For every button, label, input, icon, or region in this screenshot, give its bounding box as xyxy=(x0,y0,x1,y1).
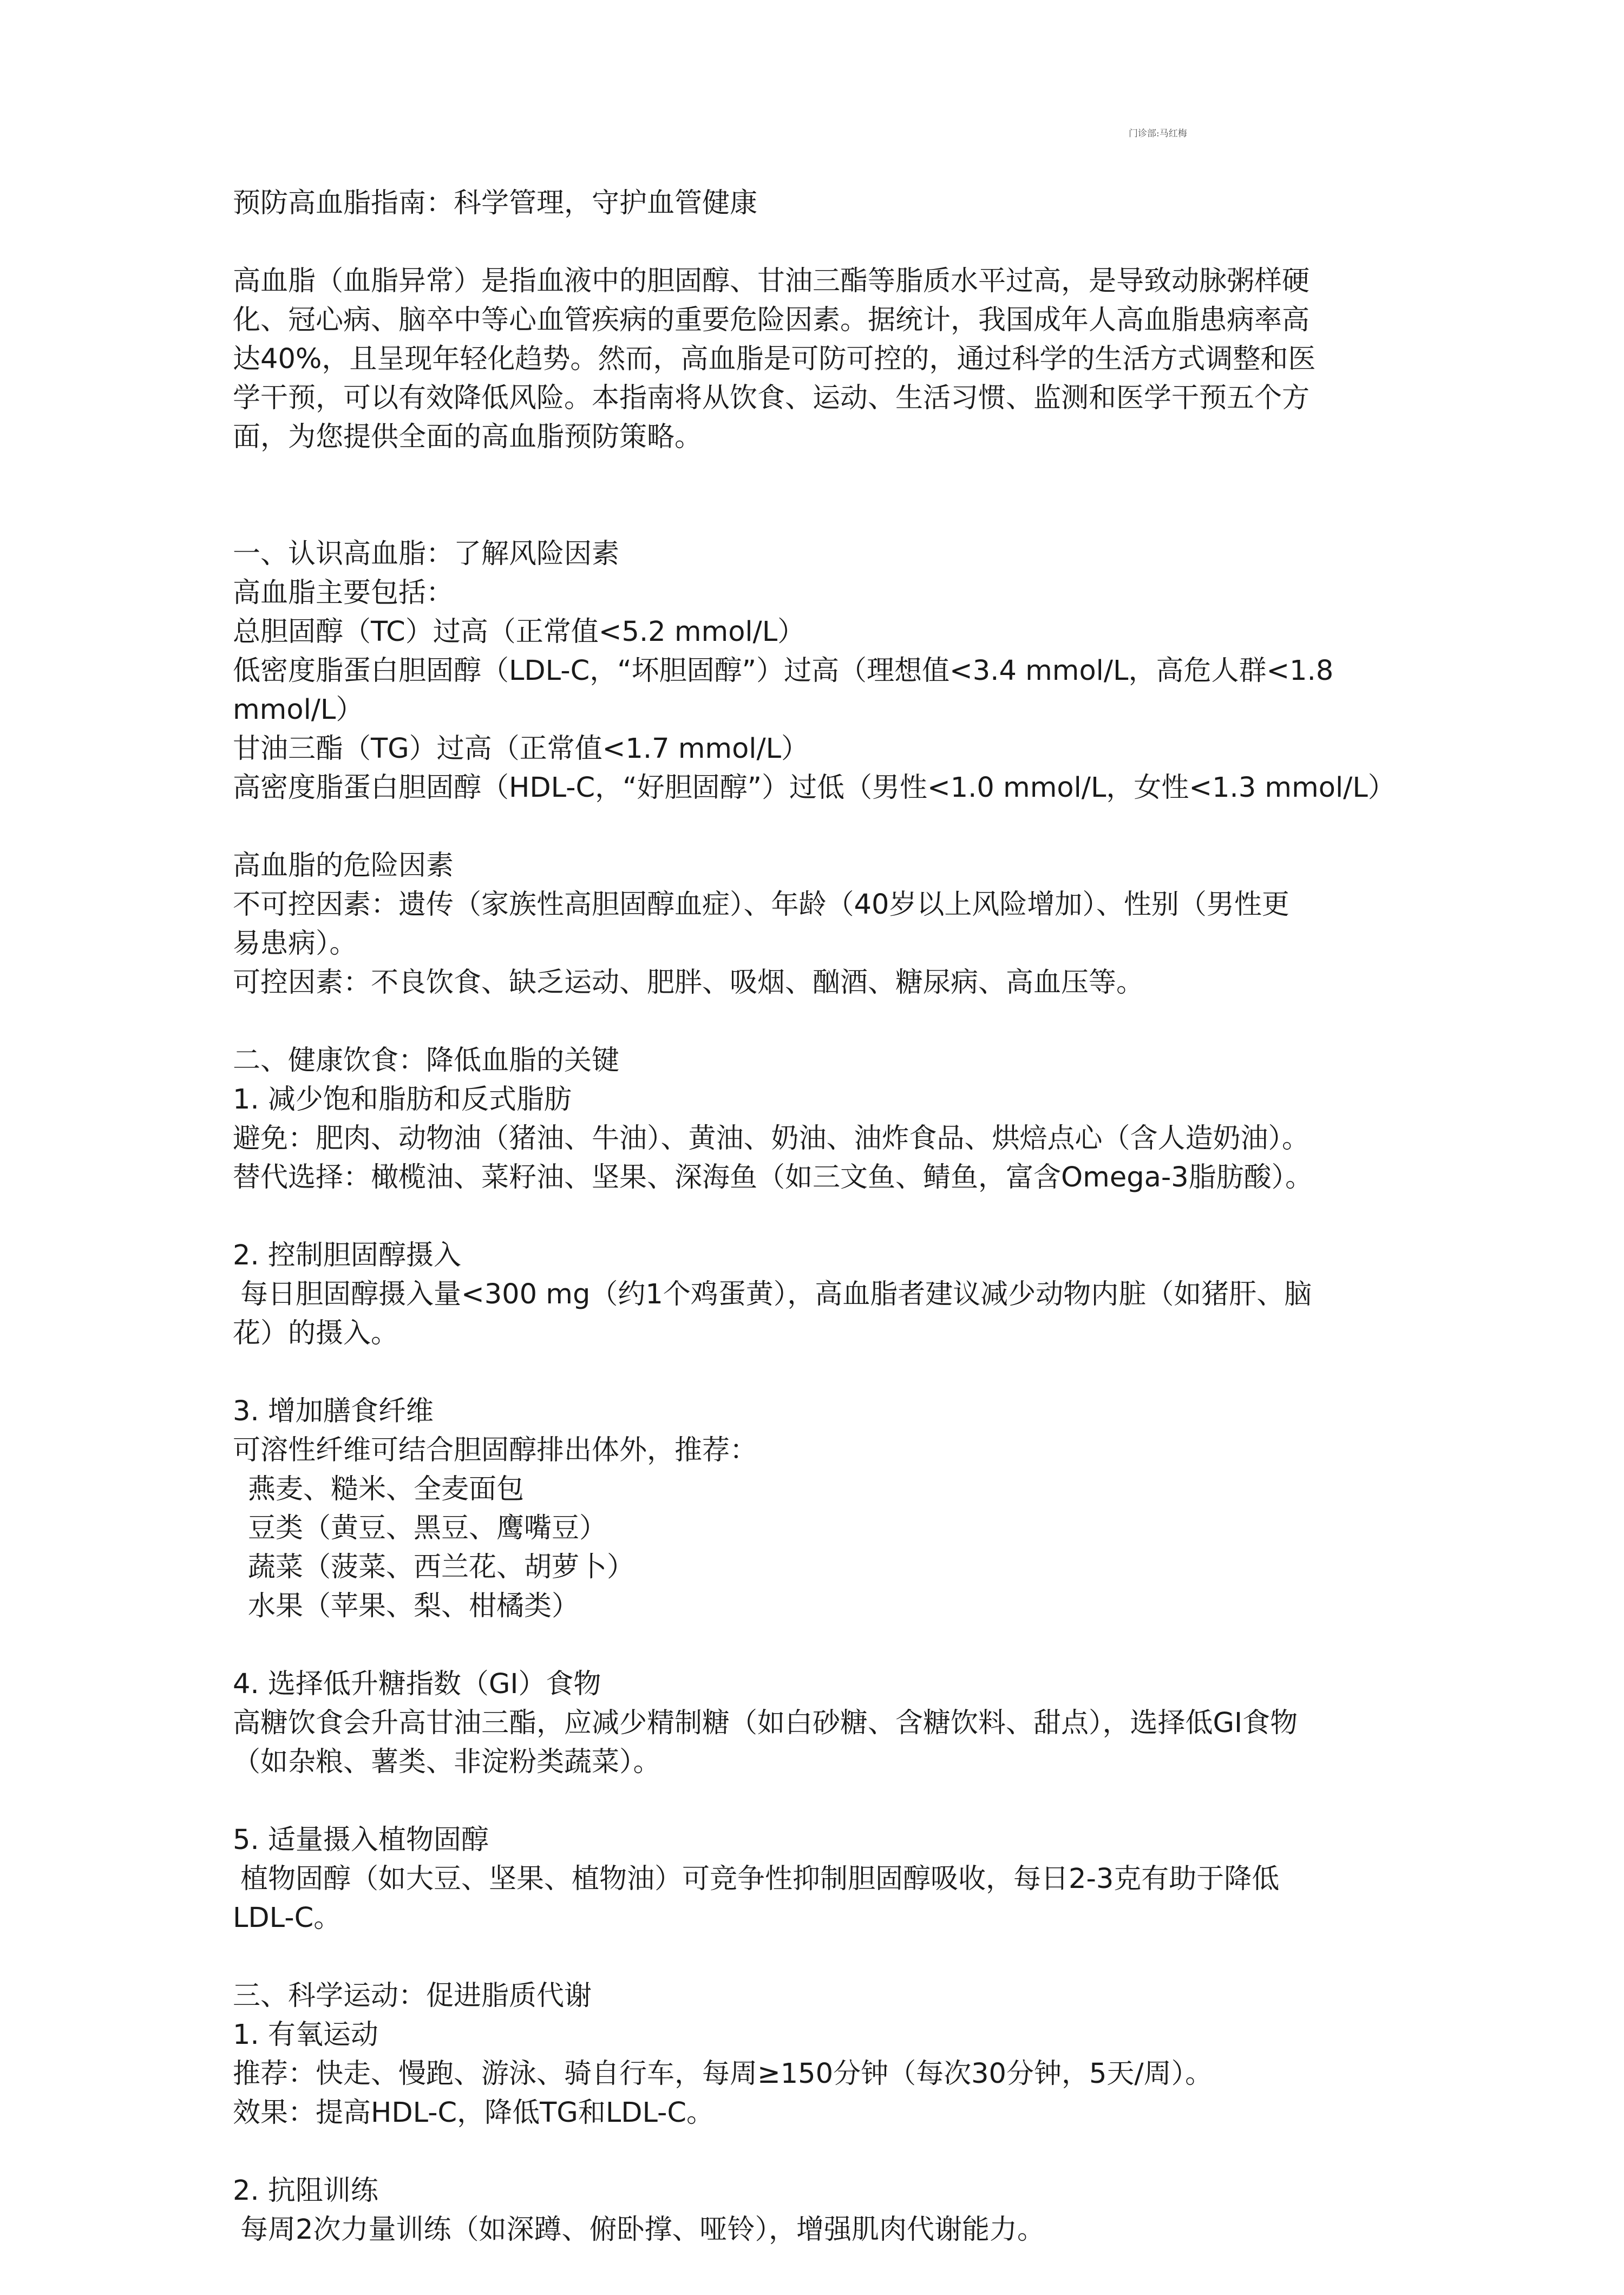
subsection-title: 5. 适量摄入植物固醇 xyxy=(233,1824,489,1856)
body-line: LDL-C。 xyxy=(233,1902,342,1934)
risk-heading: 高血脂的危险因素 xyxy=(233,850,454,882)
list-item: 总胆固醇（TC）过高（正常值<5.2 mmol/L） xyxy=(233,616,806,648)
page-title: 预防高血脂指南：科学管理，守护血管健康 xyxy=(233,187,758,219)
list-item: 水果（苹果、梨、柑橘类） xyxy=(248,1590,580,1622)
list-item: 低密度脂蛋白胆固醇（LDL-C，“坏胆固醇”）过高（理想值<3.4 mmol/L，高危人群<1.8 xyxy=(233,655,1334,687)
list-item: 易患病）。 xyxy=(233,928,357,960)
subsection-title: 4. 选择低升糖指数（GI）食物 xyxy=(233,1668,601,1700)
section-1 xyxy=(233,535,1478,1002)
subsection-title: 2. 控制胆固醇摄入 xyxy=(233,1240,461,1271)
body-line: 效果：提高HDL-C，降低TG和LDL-C。 xyxy=(233,2097,715,2129)
list-item: 高密度脂蛋白胆固醇（HDL-C，“好胆固醇”）过低（男性<1.0 mmol/L，女性<1.3 mmol/L） xyxy=(233,772,1396,804)
body-line: 每日胆固醇摄入量<300 mg（约1个鸡蛋黄），高血脂者建议减少动物内脏（如猪肝、脑 xyxy=(240,1278,1312,1310)
body-line: 可溶性纤维可结合胆固醇排出体外，推荐： xyxy=(233,1434,758,1466)
body-line: 避免：肥肉、动物油（猪油、牛油）、黄油、奶油、油炸食品、烘焙点心（含人造奶油）。 xyxy=(233,1123,1310,1155)
subsection-title: 1. 减少饱和脂肪和反式脂肪 xyxy=(233,1084,572,1116)
intro-line: 达40%，且呈现年轻化趋势。然而，高血脂是可防可控的，通过科学的生活方式调整和医 xyxy=(233,343,1316,375)
list-item: 豆类（黄豆、黑豆、鹰嘴豆） xyxy=(248,1512,607,1544)
intro-paragraph xyxy=(233,262,1478,457)
section-2 xyxy=(233,1041,1478,1938)
body-line: 高糖饮食会升高甘油三酯，应减少精制糖（如白砂糖、含糖饮料、甜点），选择低GI食物 xyxy=(233,1707,1298,1739)
body-line: 花）的摄入。 xyxy=(233,1317,399,1349)
intro-line: 面，为您提供全面的高血脂预防策略。 xyxy=(233,421,703,453)
list-item: 不可控因素：遗传（家族性高胆固醇血症）、年龄（40岁以上风险增加）、性别（男性更 xyxy=(233,889,1289,921)
list-item: mmol/L） xyxy=(233,694,364,726)
body-line: 替代选择：橄榄油、菜籽油、坚果、深海鱼（如三文鱼、鲭鱼，富含Omega-3脂肪酸）。 xyxy=(233,1162,1313,1194)
body-line: 植物固醇（如大豆、坚果、植物油）可竞争性抑制胆固醇吸收，每日2-3克有助于降低 xyxy=(240,1863,1280,1895)
document-body xyxy=(233,184,1478,2250)
intro-line: 化、冠心病、脑卒中等心血管疾病的重要危险因素。据统计，我国成年人高血脂患病率高 xyxy=(233,304,1310,336)
section-heading: 二、健康饮食：降低血脂的关键 xyxy=(233,1045,620,1077)
header-note: 门诊部:马红梅 xyxy=(1129,128,1187,139)
section-3 xyxy=(233,1977,1478,2250)
body-line: （如杂粮、薯类、非淀粉类蔬菜）。 xyxy=(233,1746,661,1778)
section-subheading: 高血脂主要包括： xyxy=(233,577,454,609)
subsection-title: 3. 增加膳食纤维 xyxy=(233,1395,434,1427)
body-line: 每周2次力量训练（如深蹲、俯卧撑、哑铃），增强肌肉代谢能力。 xyxy=(240,2214,1045,2246)
list-item: 甘油三酯（TG）过高（正常值<1.7 mmol/L） xyxy=(233,733,809,765)
body-line: 推荐：快走、慢跑、游泳、骑自行车，每周≥150分钟（每次30分钟，5天/周）。 xyxy=(233,2058,1213,2090)
intro-line: 学干预，可以有效降低风险。本指南将从饮食、运动、生活习惯、监测和医学干预五个方 xyxy=(233,382,1310,414)
subsection-title: 1. 有氧运动 xyxy=(233,2019,378,2051)
subsection-title: 2. 抗阻训练 xyxy=(233,2175,378,2207)
intro-line: 高血脂（血脂异常）是指血液中的胆固醇、甘油三酯等脂质水平过高，是导致动脉粥样硬 xyxy=(233,265,1310,297)
list-item: 可控因素：不良饮食、缺乏运动、肥胖、吸烟、酗酒、糖尿病、高血压等。 xyxy=(233,967,1144,999)
list-item: 蔬菜（菠菜、西兰花、胡萝卜） xyxy=(248,1551,635,1583)
section-heading: 一、认识高血脂：了解风险因素 xyxy=(233,538,620,570)
list-item: 燕麦、糙米、全麦面包 xyxy=(248,1473,525,1505)
section-heading: 三、科学运动：促进脂质代谢 xyxy=(233,1980,592,2012)
